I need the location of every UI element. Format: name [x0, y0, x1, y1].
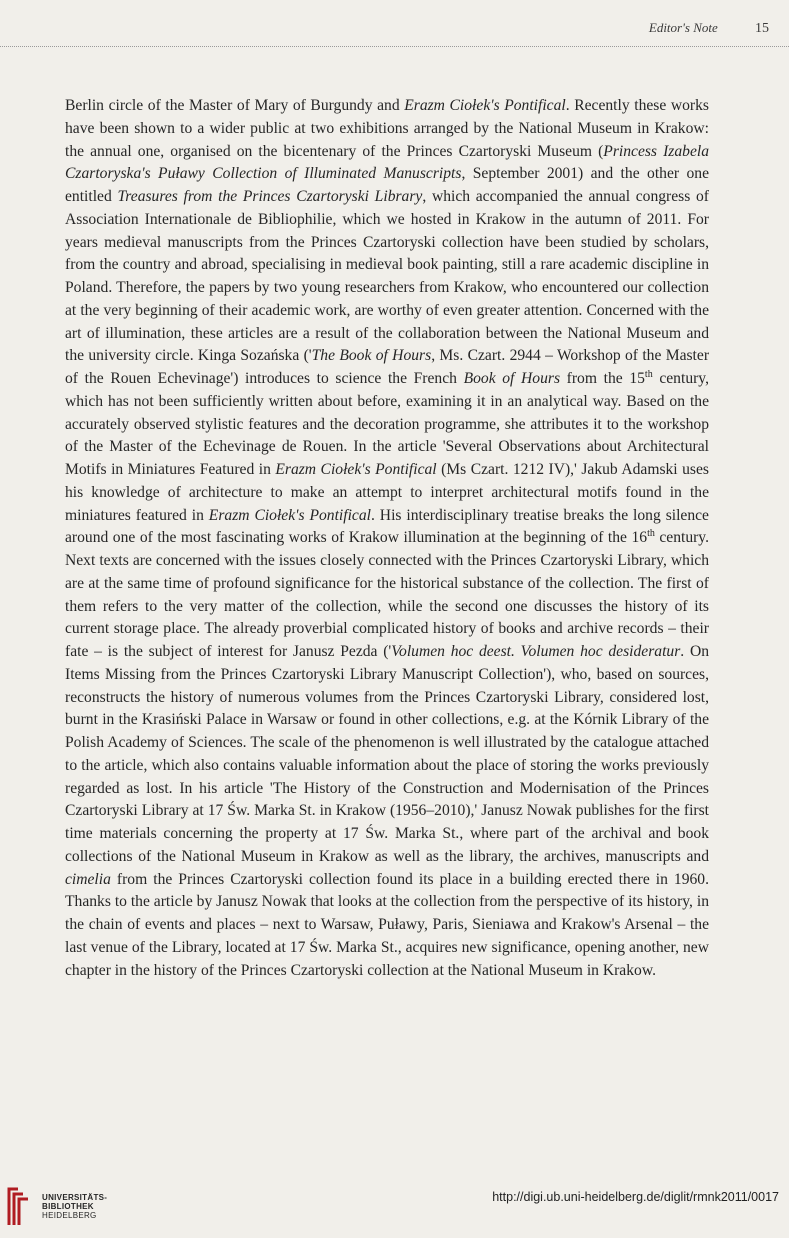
- library-logo: [5, 1183, 155, 1233]
- body-text-run: , Ms. Czart. 2944 – Workshop of the Master of the Rouen Echevinage') introduces to science the French: [65, 347, 710, 387]
- body-text-run: (Ms Czart. 1212 IV),' Jakub Adamski uses his knowledge of architecture to make an attempt to interpret architectural motifs found in the miniatures featured in: [65, 461, 709, 524]
- body-text-run: . Recently these works have been shown to a wider public at two exhibitions arranged by the National Museum in Krakow: the annual one, organised on the bicentenary of the Princes Czartoryski Museum (: [65, 97, 709, 160]
- logo-line-2: BIBLIOTHEK: [42, 1202, 94, 1211]
- page-number: 15: [755, 21, 769, 36]
- body-text-run: , which accompanied the annual congress of Association Internationale de Bibliophilie, which we hosted in Krakow in the autumn of 2011. For years medieval manuscripts from the Princes Czartoryski collection have been studied by scholars, from the country and abroad, specialising in medieval book painting, still a rare academic discipline in Poland. Therefore, the papers by two young researchers from Krakow, who encountered our collection at the very beginning of their academic work, are worthy of even greater attention. Concerned with the art of illumination, these articles are a result of the collaboration between the National Museum and the university circle. Kinga Sozańska (': [65, 188, 709, 365]
- body-paragraph: [65, 95, 709, 982]
- body-text-run: from the Princes Czartoryski collection found its place in a building erected there in 1960. Thanks to the article by Janusz Nowak that looks at the collection from the perspective of its history, in the chain of events and places – next to Warsaw, Puławy, Paris, Sieniawa and Krakow's Arsenal – the last venue of the Library, located at 17 Św. Marka St., acquires new significance, opening another, new chapter in the history of the Princes Czartoryski collection at the National Museum in Krakow.: [65, 870, 709, 979]
- body-italic-run: Princess Izabela Czartoryska's Puławy Collection of Illuminated Manuscripts: [65, 142, 709, 183]
- body-text-run: from the 15: [560, 370, 645, 387]
- body-text-run: . His interdisciplinary treatise breaks the long silence around one of the most fascinating works of Krakow illumination at the beginning of the 16: [65, 506, 709, 547]
- logo-line-3: HEIDELBERG: [42, 1211, 97, 1220]
- body-italic-run: Book of Hours: [463, 370, 561, 387]
- running-header: [0, 20, 769, 37]
- source-url-link[interactable]: http://digi.ub.uni-heidelberg.de/diglit/rmnk2011/0017: [492, 1190, 779, 1204]
- body-text-run: century, which has not been sufficiently written about before, examining it in an analytical way. Based on the accurately observed stylistic features and the decoration programme, she attributes it to the workshop of the Master of the Echevinage de Rouen. In the article 'Several Observations about Architectural Motifs in Miniatures Featured in: [65, 370, 709, 478]
- running-title: Editor's Note: [648, 20, 718, 35]
- body-text-run: , September 2001) and the other one entitled: [65, 165, 709, 205]
- superscript: th: [647, 528, 655, 540]
- superscript: th: [644, 368, 653, 380]
- body-italic-run: cimelia: [65, 870, 111, 888]
- body-text-run: Berlin circle of the Master of Mary of Burgundy and: [65, 97, 405, 114]
- header-divider: [0, 46, 789, 47]
- body-italic-run: Erazm Ciołek's Pontifical: [275, 461, 437, 478]
- body-italic-run: Volumen hoc deest. Volumen hoc desideratur: [391, 643, 681, 660]
- library-emblem-icon: [5, 1183, 37, 1227]
- body-italic-run: The Book of Hours: [311, 347, 432, 365]
- body-italic-run: Treasures from the Princes Czartoryski Library: [117, 188, 423, 205]
- body-text-run: century. Next texts are concerned with the issues closely connected with the Princes Czartoryski Library, which are at the same time of profound significance for the historical substance of the collection. The first of them refers to the very matter of the collection, while the second one discusses the history of its current storage place. The already proverbial complicated history of books and archive records – their fate – is the subject of interest for Janusz Pezda (': [65, 529, 709, 660]
- body-italic-run: Erazm Ciołek's Pontifical: [404, 97, 566, 114]
- body-italic-run: Erazm Ciołek's Pontifical: [208, 506, 371, 524]
- logo-line-1: UNIVERSITÄTS-: [42, 1193, 108, 1202]
- body-text-run: . On Items Missing from the Princes Czartoryski Library Manuscript Collection'), who, based on sources, reconstructs the history of numerous volumes from the Princes Czartoryski Library, considered lost, burnt in the Krasiński Palace in Warsaw or found in other collections, e.g. at the Kórnik Library of the Polish Academy of Sciences. The scale of the phenomenon is well illustrated by the catalogue attached to the article, which also contains valuable information about the place of storing the works previously regarded as lost. In his article 'The History of the Construction and Modernisation of the Princes Czartoryski Library at 17 Św. Marka St. in Krakow (1956–2010),' Janusz Nowak publishes for the first time materials concerning the property at 17 Św. Marka St., where part of the archival and book collections of the National Museum in Krakow as well as the library, the archives, manuscripts and: [65, 643, 710, 865]
